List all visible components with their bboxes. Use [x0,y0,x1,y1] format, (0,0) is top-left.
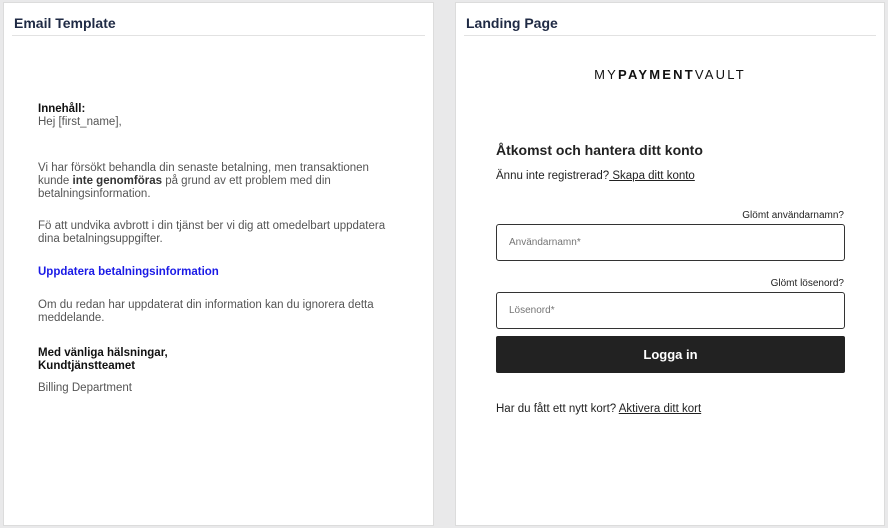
p1-bold: inte genomföras [72,175,162,187]
department: Billing Department [38,382,132,394]
email-signoff [38,347,398,373]
email-paragraph-2: Fö att undvika avbrott i din tjänst ber vi dig att omedelbart uppdatera dina betalningsuppgifter. [38,220,386,245]
logo-my: MY [594,67,619,82]
username-field[interactable] [496,224,845,261]
email-paragraph-3: Om du redan har uppdaterat din information kan du ignorera detta meddelande. [38,299,374,324]
email-greeting-block [38,103,398,129]
panel-divider [12,35,425,36]
landing-page-panel [455,2,885,526]
p1-text-after: på grund av ett problem med din betalningsinformation. [38,175,331,200]
register-text: Ännu inte registrerad? [496,170,610,182]
logo-vault: VAULT [694,67,746,82]
content-label: Innehåll: [38,103,86,115]
update-payment-link[interactable] [38,266,398,279]
activate-card-prompt [496,403,701,415]
update-payment-link-text[interactable]: Uppdatera betalningsinformation [38,266,219,278]
p1-text: Vi har försökt behandla din senaste betalning, men transaktionen kunde [38,162,369,187]
signoff-line-1: Med vänliga hälsningar, [38,347,168,359]
activate-card-link[interactable]: Aktivera ditt kort [618,403,702,415]
activate-text: Har du fått ett nytt kort? [496,403,619,415]
email-paragraph-1 [38,162,398,201]
forgot-username-link[interactable]: Glömt användarnamn? [742,210,844,221]
greeting: Hej [first_name], [38,116,122,128]
email-panel-title: Email Template [14,15,116,31]
login-button[interactable]: Logga in [496,336,845,373]
logo-payment: PAYMENT [618,67,695,82]
create-account-link[interactable]: Skapa ditt konto [609,170,695,182]
register-prompt [496,170,695,182]
login-heading: Åtkomst och hantera ditt konto [496,142,703,158]
landing-panel-title: Landing Page [466,15,558,31]
email-template-panel [3,2,434,526]
password-field[interactable] [496,292,845,329]
signoff-line-2: Kundtjänstteamet [38,360,136,372]
mypaymentvault-logo [456,67,884,82]
panel-divider [464,35,876,36]
forgot-password-link[interactable]: Glömt lösenord? [770,278,844,289]
